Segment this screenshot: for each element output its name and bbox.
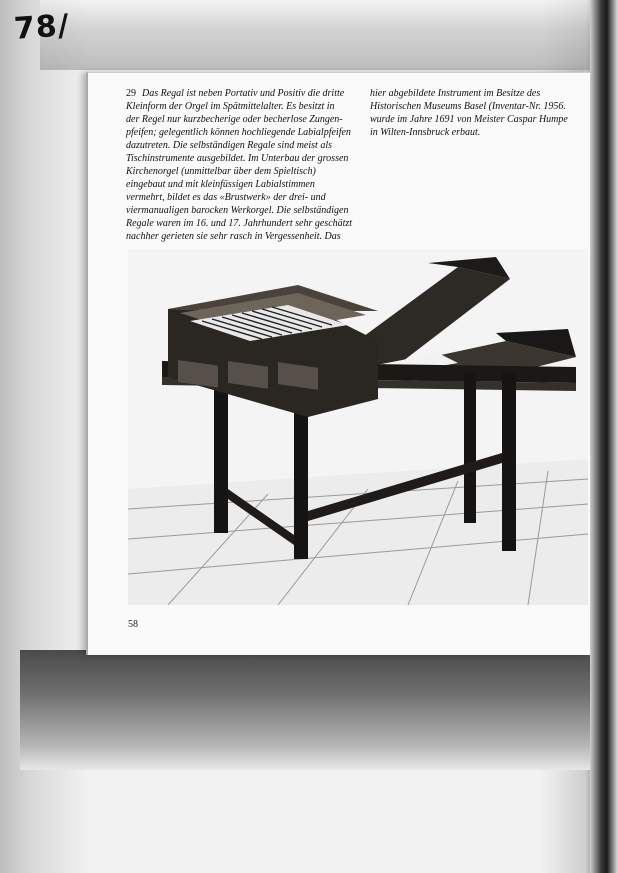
scan-shadow-top [40,0,600,70]
page-number: 58 [128,619,138,630]
regal-organ-photo [128,249,588,605]
caption-line: wurde im Jahre 1691 von Meister Caspar Humpe [370,114,568,125]
book-spine-edge [590,0,618,873]
caption-line: pfeifen; gelegentlich können hochliegende Labialpfeifen [126,127,351,138]
caption-line: nachher gerieten sie sehr rasch in Vergessenheit. Das [126,231,341,242]
scan-shadow-bottom [20,650,605,770]
caption-line: viermanualigen barocken Werkorgel. Die selbständigen [126,205,349,216]
caption-line: Kleinform der Orgel im Spätmittelalter. Es besitzt in [126,101,335,112]
caption-line: Tischinstrumente ausgebildet. Im Unterbau der grossen [126,153,349,164]
book-page [86,72,590,655]
caption-line: hier abgebildete Instrument im Besitze des [370,88,541,99]
caption-line: dazutreten. Die selbständigen Regale sind meist als [126,140,332,151]
caption-line: 29 Das Regal ist neben Portativ und Positiv die dritte [126,88,345,99]
caption-line: Regale waren im 16. und 17. Jahrhundert sehr geschätzt [126,218,353,229]
caption-line: eingebaut und mit kleinfüssigen Labialstimmen [126,179,315,190]
handwritten-note: 78/ [12,8,71,47]
caption-right-column [370,87,592,139]
caption-line: der Regel nur kurzbecherige oder becherlose Zungen- [126,114,343,125]
caption-line: Kirchenorgel (unmittelbar über dem Spieltisch) [126,166,316,177]
figure-number: 29 [126,88,136,99]
caption-line: Historischen Museums Basel (Inventar-Nr. 1956. [370,101,566,112]
caption-left-column [126,87,361,243]
caption-line: in Wilten-Innsbruck erbaut. [370,127,481,138]
caption-line: vermehrt, bildet es das «Brustwerk» der drei- und [126,192,326,203]
